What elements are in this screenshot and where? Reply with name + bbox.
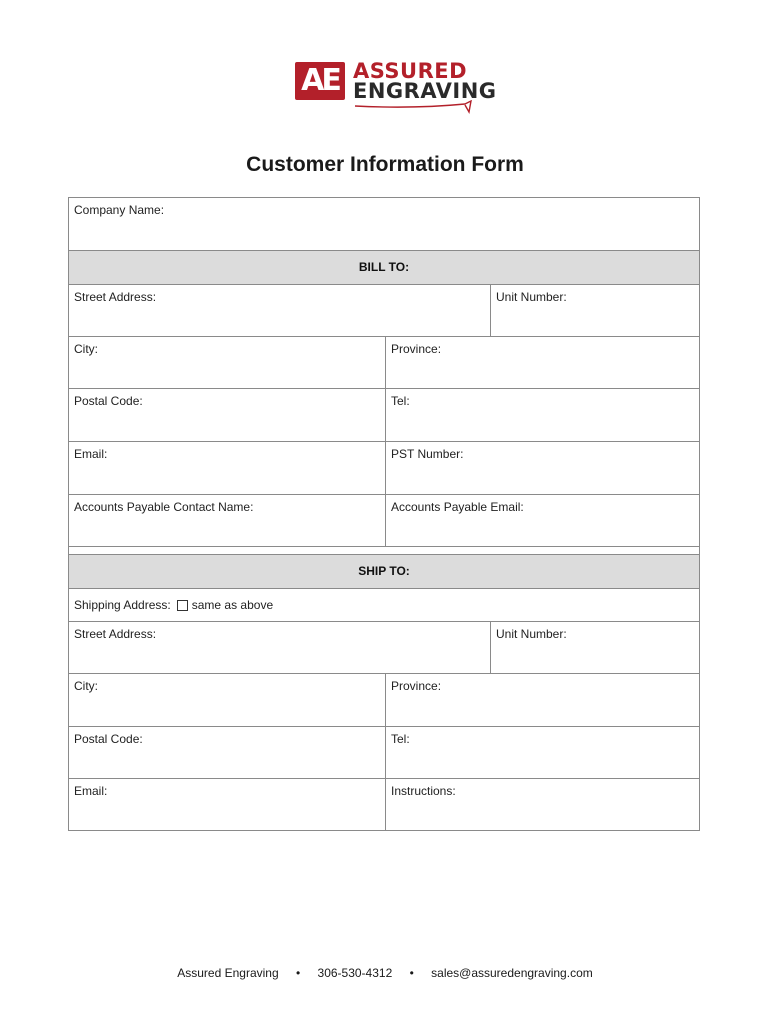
ship-unit-number-label: Unit Number: <box>496 627 567 641</box>
logo-mark-text: AE <box>301 63 339 98</box>
ship-instructions-field[interactable] <box>386 779 699 830</box>
bill-unit-number-field[interactable] <box>491 285 699 336</box>
ship-to-header: SHIP TO: <box>358 564 410 578</box>
ship-tel-field[interactable] <box>386 727 699 778</box>
ship-postal-code-label: Postal Code: <box>74 732 143 746</box>
ship-tel-label: Tel: <box>391 732 410 746</box>
company-name-label: Company Name: <box>74 203 165 217</box>
bill-unit-number-label: Unit Number: <box>496 290 567 304</box>
divider <box>69 546 699 547</box>
company-name-field[interactable] <box>69 198 699 250</box>
bill-province-field[interactable] <box>386 337 699 388</box>
page-title: Customer Information Form <box>246 153 524 176</box>
shipping-address-row <box>69 589 699 621</box>
ap-email-field[interactable] <box>386 495 699 546</box>
bill-pst-number-label: PST Number: <box>391 447 464 461</box>
bill-email-field[interactable] <box>69 442 385 494</box>
ship-city-label: City: <box>74 679 98 693</box>
logo-text-engraving: ENGRAVING <box>353 79 497 103</box>
footer-separator: • <box>295 966 301 980</box>
ae-logo-mark <box>295 62 345 100</box>
footer <box>0 966 770 980</box>
ship-postal-code-field[interactable] <box>69 727 385 778</box>
bill-street-address-field[interactable] <box>69 285 490 336</box>
ship-street-address-label: Street Address: <box>74 627 157 641</box>
footer-phone: 306-530-4312 <box>317 966 393 980</box>
bill-tel-field[interactable] <box>386 389 699 441</box>
bill-to-header: BILL TO: <box>358 260 410 274</box>
bill-postal-code-field[interactable] <box>69 389 385 441</box>
ship-to-section-header <box>69 555 699 588</box>
bill-city-label: City: <box>74 342 98 356</box>
ship-instructions-label: Instructions: <box>391 784 456 798</box>
ship-unit-number-field[interactable] <box>491 622 699 673</box>
assured-engraving-logo <box>295 59 497 116</box>
bill-tel-label: Tel: <box>391 394 410 408</box>
ship-street-address-field[interactable] <box>69 622 490 673</box>
same-as-above-label: same as above <box>191 598 274 612</box>
bill-to-section-header <box>69 251 699 284</box>
ship-province-label: Province: <box>391 679 442 693</box>
footer-company: Assured Engraving <box>177 966 279 980</box>
footer-separator: • <box>409 966 414 980</box>
logo-text-assured: ASSURED <box>353 59 468 83</box>
bill-pst-number-field[interactable] <box>386 442 699 494</box>
footer-email: sales@assuredengraving.com <box>431 966 593 980</box>
ap-contact-name-label: Accounts Payable Contact Name: <box>74 500 254 514</box>
bill-email-label: Email: <box>74 447 108 461</box>
ship-email-label: Email: <box>74 784 108 798</box>
ship-city-field[interactable] <box>69 674 385 726</box>
ap-email-label: Accounts Payable Email: <box>391 500 524 514</box>
shipping-address-label: Shipping Address: <box>74 598 171 612</box>
ap-contact-name-field[interactable] <box>69 495 385 546</box>
logo-swoosh-icon <box>353 100 477 114</box>
bill-street-address-label: Street Address: <box>74 290 157 304</box>
same-as-above-checkbox[interactable] <box>177 600 188 611</box>
customer-information-form <box>68 197 700 831</box>
bill-province-label: Province: <box>391 342 442 356</box>
bill-city-field[interactable] <box>69 337 385 388</box>
ship-province-field[interactable] <box>386 674 699 726</box>
ship-email-field[interactable] <box>69 779 385 830</box>
bill-postal-code-label: Postal Code: <box>74 394 143 408</box>
